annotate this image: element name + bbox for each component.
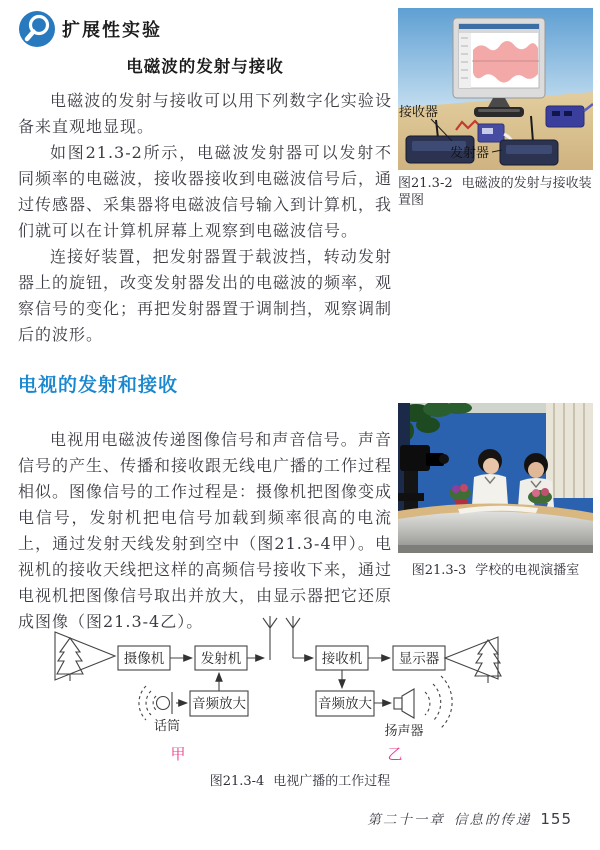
part-b-label: 乙 xyxy=(387,745,403,763)
figure2-caption-id: 图21.3-3 xyxy=(411,563,467,578)
part-a-label: 甲 xyxy=(170,745,186,763)
figure3-caption-id: 图21.3-4 xyxy=(209,774,265,789)
display-box-label: 显示器 xyxy=(398,651,440,667)
microphone-label: 话筒 xyxy=(153,719,181,734)
broadcast-diagram xyxy=(30,614,570,764)
figure1-caption xyxy=(398,175,593,209)
audio-amp-left-label: 音频放大 xyxy=(192,696,246,712)
chapter-title: 信息的传递 xyxy=(453,812,532,828)
transmitter-box-label: 发射机 xyxy=(200,651,242,667)
figure-column xyxy=(398,8,593,578)
reproduced-tree-icon xyxy=(475,640,501,683)
audio-amp-right-label: 音频放大 xyxy=(318,696,372,712)
receiver-box-label: 接收机 xyxy=(321,651,363,667)
figure-studio-photo xyxy=(398,403,593,553)
figure3-caption-text: 电视广播的工作过程 xyxy=(273,774,391,789)
speaker-icon xyxy=(394,689,414,718)
camera-view-cone xyxy=(55,632,115,680)
figure1-caption-text: 电磁波的发射与接收装置图 xyxy=(398,176,592,208)
magnifier-icon xyxy=(18,10,56,48)
figure2-caption-text: 学校的电视演播室 xyxy=(475,563,580,578)
section-heading: 电视的发射和接收 xyxy=(18,374,179,396)
page-footer xyxy=(367,808,572,828)
camera-box-label: 摄像机 xyxy=(123,651,165,667)
paragraph-1: 电磁波的发射与接收可以用下列数字化实验设备来直观地显现。 xyxy=(18,91,392,136)
experiment-header xyxy=(18,10,392,48)
figure2-caption xyxy=(398,562,593,579)
broadcast-diagram-block xyxy=(30,614,570,789)
paragraph-3: 连接好装置，把发射器置于载波挡，转动发射器上的旋钮，改变发射器发出的电磁波的频率，观察信号的变化；再把发射器置于调制挡，观察调制后的波形。 xyxy=(18,247,393,344)
receiver-label: 接收器 xyxy=(399,105,439,120)
figure3-caption xyxy=(30,770,570,789)
microphone-icon xyxy=(157,692,173,714)
sensor-box xyxy=(478,124,504,142)
paragraph-4: 电视用电磁波传递图像信号和声音信号。声音信号的产生、传播和接收跟无线电广播的工作过程相似。图像信号的工作过程是：摄像机把图像变成电信号，发射机把电信号加载到频率很高的电流上，通过发射天线发射到空中（图21.3-4甲）。电视机的接收天线把这样的高频信号接收下来，通过电视机把图像信号取出并放大，由显示器把它还原成图像（图21.3-4乙）。 xyxy=(18,430,393,631)
text-column xyxy=(18,10,392,635)
scene-tree-icon xyxy=(57,638,83,681)
speaker-label: 扬声器 xyxy=(384,724,424,739)
page-number: 155 xyxy=(540,810,572,828)
figure-studio-block xyxy=(398,403,593,579)
sound-waves-into-mic xyxy=(139,686,156,720)
sound-waves-from-speaker xyxy=(425,676,452,728)
transmit-antenna-icon xyxy=(263,616,277,660)
experiment-title: 扩展性实验 xyxy=(62,20,162,41)
experiment-subtitle: 电磁波的发射与接收 xyxy=(126,57,284,76)
transmitter-label: 发射器 xyxy=(450,146,490,161)
figure-apparatus-photo xyxy=(398,8,593,170)
receive-antenna-icon xyxy=(286,616,300,658)
paragraph-2: 如图21.3-2所示，电磁波发射器可以发射不同频率的电磁波，接收器接收到电磁波信号后，通过传感器、采集器将电磁波信号输入到计算机，我们就可以在计算机屏幕上观察到电磁波信号。 xyxy=(18,143,393,240)
chapter-label: 第二十一章 xyxy=(367,812,445,828)
waveform-trace xyxy=(473,41,538,83)
figure1-caption-id: 图21.3-2 xyxy=(398,176,453,191)
